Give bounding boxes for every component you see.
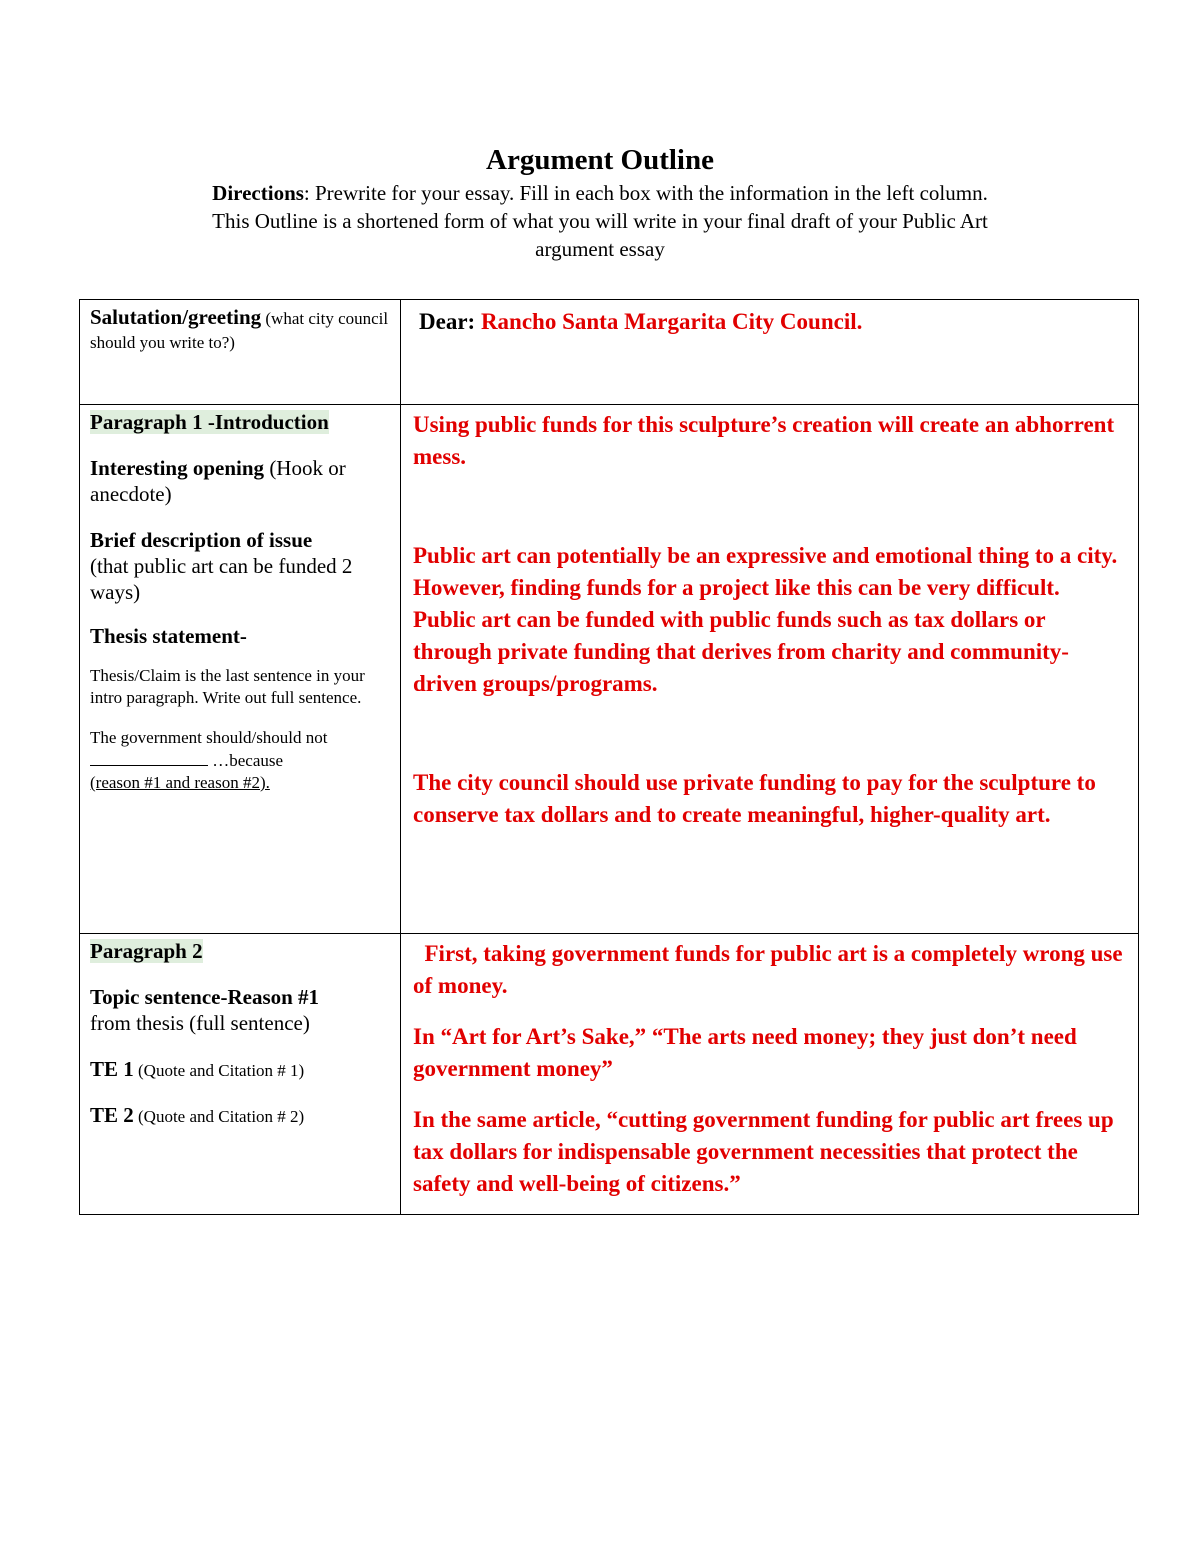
te2-note: (Quote and Citation # 2)	[133, 1107, 305, 1126]
hook-answer: Using public funds for this sculpture’s creation will create an abhorrent mess.	[413, 412, 1115, 469]
directions-label: Directions	[212, 181, 304, 205]
topic-note: from thesis (full sentence)	[90, 1011, 310, 1035]
salutation-label: Salutation/greeting	[90, 305, 262, 329]
salutation-answer: Rancho Santa Margarita City Council.	[475, 309, 863, 334]
thesis-label: Thesis statement-	[90, 624, 247, 648]
issue-label: Brief description of issue	[90, 528, 313, 552]
paragraph2-prompt-cell	[80, 934, 401, 1215]
salutation-row	[80, 300, 1139, 405]
thesis-answer: The city council should use private funding to pay for the sculpture to conserve tax dollars and to create meaningful, higher-quality art.	[413, 770, 1096, 827]
directions-line2: This Outline is a shortened form of what you will write in your final draft of your Public Art	[212, 209, 988, 233]
salutation-answer-cell[interactable]	[401, 300, 1139, 405]
issue-note: (that public art can be funded 2 ways)	[90, 554, 353, 604]
directions-line1: : Prewrite for your essay. Fill in each box with the information in the left column.	[303, 181, 988, 205]
issue-answer: Public art can potentially be an expressive and emotional thing to a city. However, finding funds for a project like this can be very difficult. Public art can be funded with public funds such as tax dollars or through private funding that derives from charity and community-driven groups/programs.	[413, 543, 1118, 696]
thesis-note: Thesis/Claim is the last sentence in your intro paragraph. Write out full sentence.	[90, 666, 365, 707]
te2-label: TE 2	[90, 1103, 134, 1127]
salutation-prompt-cell	[80, 300, 401, 405]
te1-answer: In “Art for Art’s Sake,” “The arts need money; they just don’t need government money”	[413, 1024, 1077, 1081]
paragraph1-prompt-cell	[80, 405, 401, 934]
paragraph1-heading: Paragraph 1 -Introduction	[90, 410, 329, 434]
te2-answer: In the same article, “cutting government funding for public art frees up tax dollars for indispensable government necessities that protect the safety and well-being of citizens.”	[413, 1107, 1114, 1196]
thesis-template-reasons: (reason #1 and reason #2).	[90, 773, 270, 792]
page-title: Argument Outline	[486, 144, 714, 176]
te1-label: TE 1	[90, 1057, 134, 1081]
hook-label: Interesting opening	[90, 456, 265, 480]
outline-table	[79, 299, 1139, 1215]
thesis-template-because: …because	[208, 751, 284, 770]
paragraph1-row	[80, 405, 1139, 934]
thesis-blank	[90, 749, 208, 766]
salutation-note: (what city council should you write to?)	[90, 309, 389, 352]
thesis-template: The government should/should not	[90, 728, 328, 747]
topic-label: Topic sentence-Reason #1	[90, 985, 320, 1009]
paragraph2-answer-cell[interactable]	[401, 934, 1139, 1215]
directions-line3: argument essay	[535, 237, 665, 261]
hook-note: (Hook or anecdote)	[90, 456, 346, 506]
paragraph2-heading: Paragraph 2	[90, 939, 203, 963]
paragraph2-row	[80, 934, 1139, 1215]
paragraph1-answer-cell[interactable]	[401, 405, 1139, 934]
directions	[140, 179, 1060, 263]
dear-label: Dear:	[419, 309, 476, 334]
topic-answer: First, taking government funds for public art is a completely wrong use of money.	[413, 941, 1129, 998]
te1-note: (Quote and Citation # 1)	[133, 1061, 305, 1080]
